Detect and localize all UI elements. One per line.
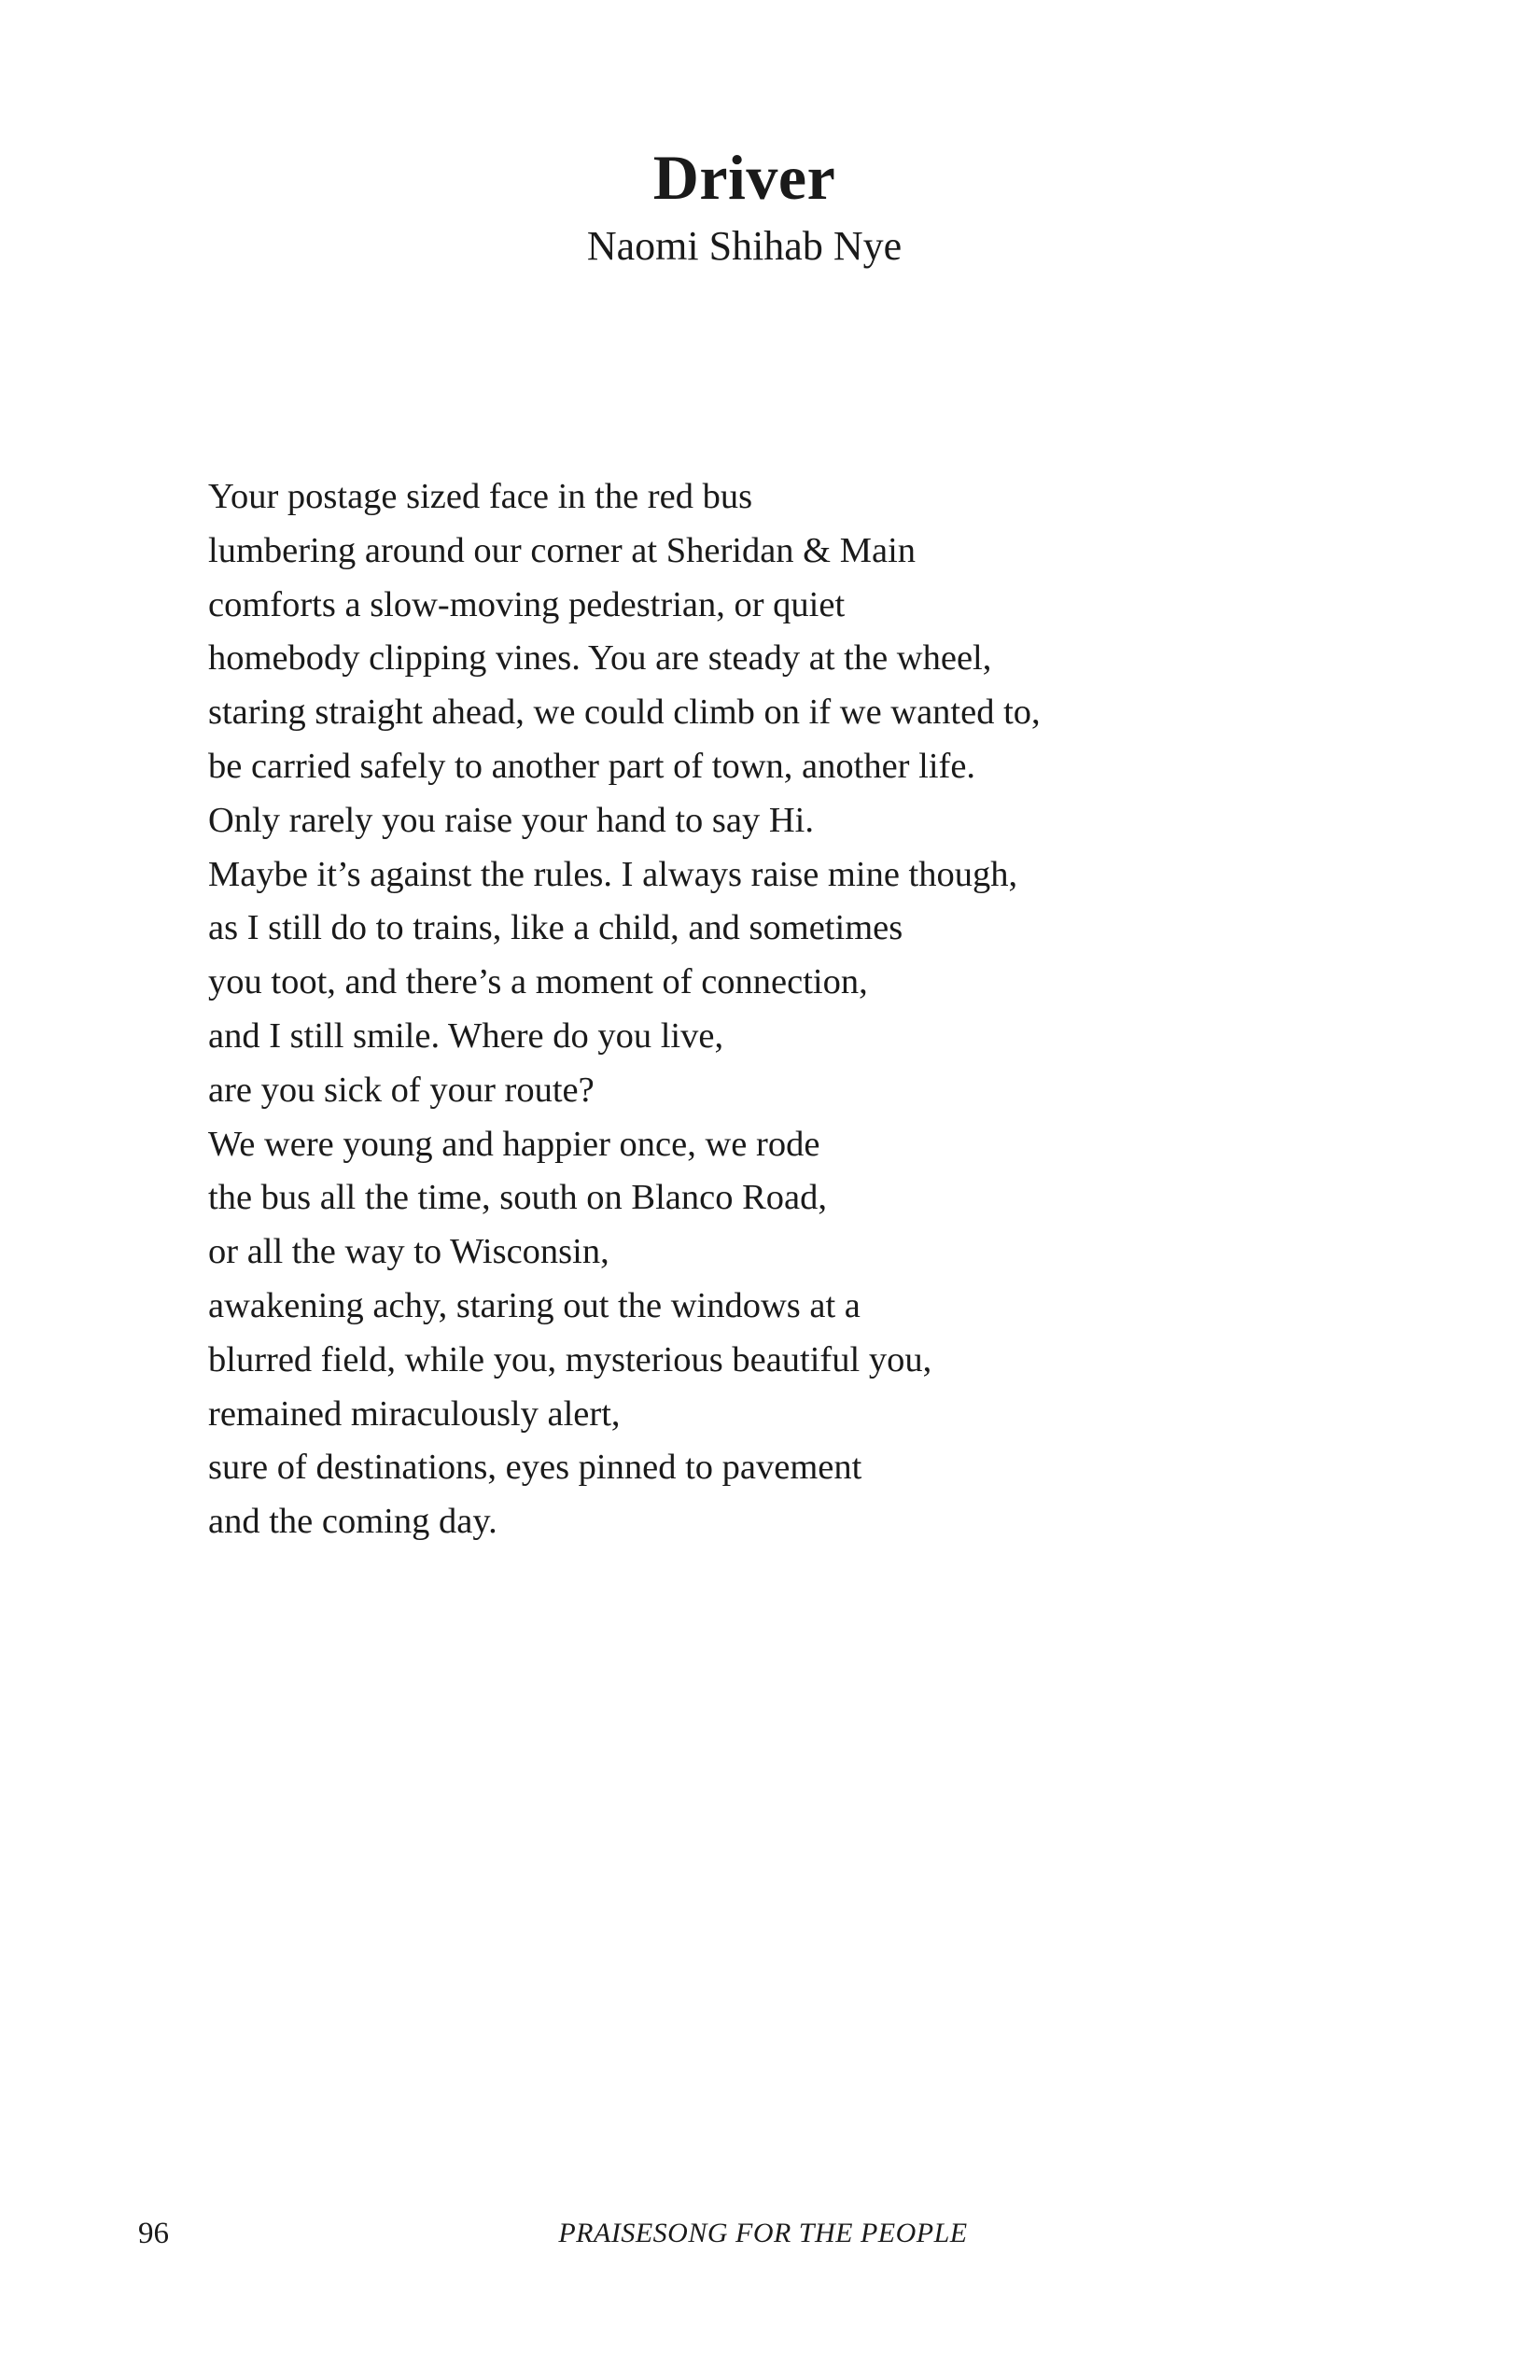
poem-line: awakening achy, staring out the windows at a bbox=[208, 1285, 861, 1325]
poem-line: Only rarely you raise your hand to say Hi. bbox=[208, 800, 814, 840]
poem-line: lumbering around our corner at Sheridan & Main bbox=[208, 530, 917, 570]
poem-body bbox=[208, 470, 1421, 1549]
poem-line: blurred field, while you, mysterious beautiful you, bbox=[208, 1339, 932, 1379]
poem-line: and I still smile. Where do you live, bbox=[208, 1015, 724, 1056]
book-title-footer: PRAISESONG FOR THE PEOPLE bbox=[558, 2218, 968, 2248]
poem-line: sure of destinations, eyes pinned to pavement bbox=[208, 1448, 862, 1488]
poem-line: are you sick of your route? bbox=[208, 1070, 595, 1110]
poem-line: remained miraculously alert, bbox=[208, 1393, 621, 1434]
poem-author: Naomi Shihab Nye bbox=[586, 223, 903, 269]
poem-line: the bus all the time, south on Blanco Road, bbox=[208, 1178, 827, 1218]
poem-line: We were young and happier once, we rode bbox=[208, 1124, 820, 1164]
poem-line: homebody clipping vines. You are steady at the wheel, bbox=[208, 638, 992, 679]
page-number: 96 bbox=[138, 2217, 169, 2250]
poem-line: comforts a slow-moving pedestrian, or quiet bbox=[208, 584, 846, 624]
poem-line: as I still do to trains, like a child, and sometimes bbox=[208, 908, 903, 948]
poem-line: be carried safely to another part of town, another life. bbox=[208, 746, 976, 786]
poem-line: Maybe it’s against the rules. I always raise mine though, bbox=[208, 854, 1018, 894]
poem-line: and the coming day. bbox=[208, 1502, 497, 1542]
poem-line: staring straight ahead, we could climb on if we wanted to, bbox=[208, 693, 1041, 733]
poem-title: Driver bbox=[652, 142, 836, 213]
poem-line: you toot, and there’s a moment of connection, bbox=[208, 962, 868, 1002]
poem-line: Your postage sized face in the red bus bbox=[208, 477, 753, 516]
poem-line: or all the way to Wisconsin, bbox=[208, 1232, 609, 1272]
